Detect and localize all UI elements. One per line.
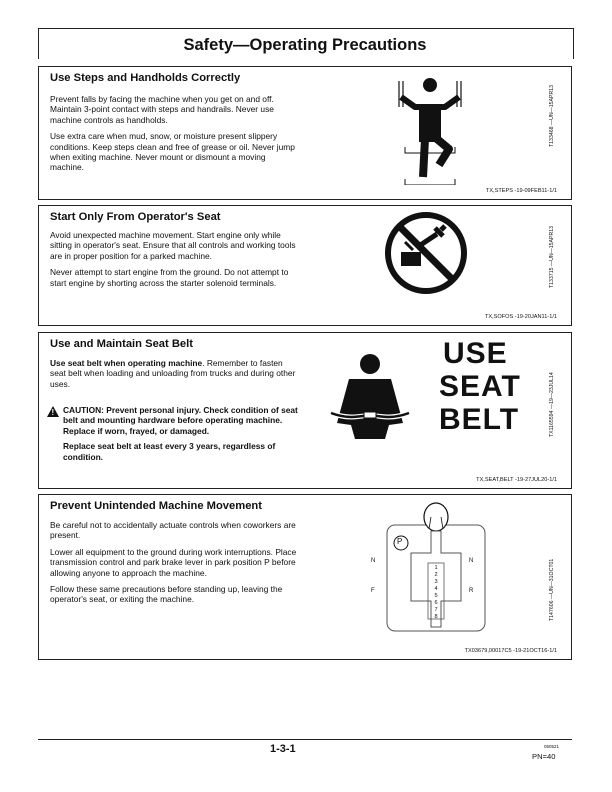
three-point-contact-icon bbox=[391, 77, 507, 185]
section-heading: Use and Maintain Seat Belt bbox=[50, 338, 193, 350]
paragraph: Avoid unexpected machine movement. Start engine only while sitting in operator's seat. Ensure that all controls and working tools are in proper position for a parked machine. bbox=[50, 230, 296, 261]
image-code: T133468 —UN—15APR13 bbox=[549, 85, 555, 147]
image-code: TX1165594 —19—23JUL14 bbox=[549, 372, 555, 437]
section-prevent-movement bbox=[38, 494, 572, 660]
section-body bbox=[50, 94, 300, 179]
seat-belt-person-icon bbox=[327, 353, 413, 443]
sign-word-use: USE bbox=[443, 337, 508, 370]
section-body bbox=[50, 358, 300, 395]
gear-number: 1 bbox=[434, 565, 438, 571]
section-heading: Start Only From Operator's Seat bbox=[50, 211, 221, 223]
section-start-from-seat bbox=[38, 205, 572, 326]
warning-icon: ! bbox=[47, 406, 59, 417]
reference-code: TX,SOFOS -19-20JAN11-1/1 bbox=[484, 314, 557, 320]
footer-code: 050521 bbox=[544, 744, 560, 749]
section-steps-handholds bbox=[38, 66, 572, 200]
gear-number: 7 bbox=[434, 607, 438, 613]
image-code: T147606 —UN—31OCT01 bbox=[549, 558, 555, 621]
paragraph-rest: . Remember to fasten seat belt when loading and unloading from trucks and during other uses. bbox=[50, 358, 296, 389]
caution-text: Replace seat belt at least every 3 years, regardless of condition. bbox=[63, 441, 276, 462]
section-seat-belt bbox=[38, 332, 572, 489]
gear-number: 4 bbox=[434, 586, 438, 592]
gear-number: 2 bbox=[434, 572, 438, 578]
paragraph: Never attempt to start engine from the ground. Do not attempt to start engine by shorting across the starter solenoid terminals. bbox=[50, 267, 289, 288]
page-title: Safety—Operating Precautions bbox=[183, 36, 427, 54]
gate-label-n-right: N bbox=[469, 558, 474, 564]
sign-word-belt: BELT bbox=[439, 403, 520, 436]
sign-word-seat: SEAT bbox=[439, 370, 521, 403]
pn-number: PN=40 bbox=[532, 752, 556, 761]
caution-text: CAUTION: Prevent personal injury. Check condition of seat belt and mounting hardware before operating machine. Replace if worn, frayed, or damaged. bbox=[63, 405, 298, 436]
section-body bbox=[50, 520, 300, 611]
paragraph: Prevent falls by facing the machine when you get on and off. Maintain 3-point contact with steps and handrails. Never use machine controls as handholds. bbox=[50, 94, 274, 125]
gear-list bbox=[431, 565, 441, 621]
reference-code: TX03679,00017C5 -19-21OCT16-1/1 bbox=[464, 648, 557, 654]
gate-label-r: R bbox=[469, 588, 474, 594]
page-number: 1-3-1 bbox=[270, 743, 296, 755]
paragraph: Follow these same precautions before standing up, leaving the operator's seat, or exiting the machine. bbox=[50, 584, 283, 605]
section-heading: Prevent Unintended Machine Movement bbox=[50, 500, 262, 512]
paragraph: Use extra care when mud, snow, or moisture present slippery conditions. Keep steps clean and free of grease or oil. Never jump when exiting machine. Never mount or dismount a moving machine. bbox=[50, 131, 295, 173]
paragraph: Be careful not to accidentally actuate controls when coworkers are present. bbox=[50, 520, 296, 541]
image-code: T133715 —UN—15APR13 bbox=[549, 226, 555, 288]
emphasis-text: Use seat belt when operating machine bbox=[50, 358, 203, 368]
paragraph bbox=[50, 358, 300, 389]
gear-number: 6 bbox=[434, 600, 438, 606]
section-heading: Use Steps and Handholds Correctly bbox=[50, 72, 241, 84]
no-ground-start-icon bbox=[383, 210, 469, 296]
reference-code: TX,STEPS -19-09FEB11-1/1 bbox=[485, 188, 557, 194]
section-body bbox=[50, 230, 300, 294]
reference-code: TX,SEAT,BELT -19-27JUL20-1/1 bbox=[476, 477, 557, 483]
paragraph: Lower all equipment to the ground during work interruptions. Place transmission control and park brake lever in park position P before allowing anyone to approach the machine. bbox=[50, 546, 297, 578]
gear-number: 3 bbox=[434, 579, 438, 585]
gate-label-p: P bbox=[397, 537, 403, 546]
gear-number: 5 bbox=[434, 593, 438, 599]
footer-divider bbox=[38, 739, 572, 740]
caution-block bbox=[47, 405, 299, 462]
gear-number: 8 bbox=[434, 614, 438, 620]
gate-label-n-left: N bbox=[371, 558, 376, 564]
gate-label-f: F bbox=[371, 588, 375, 594]
